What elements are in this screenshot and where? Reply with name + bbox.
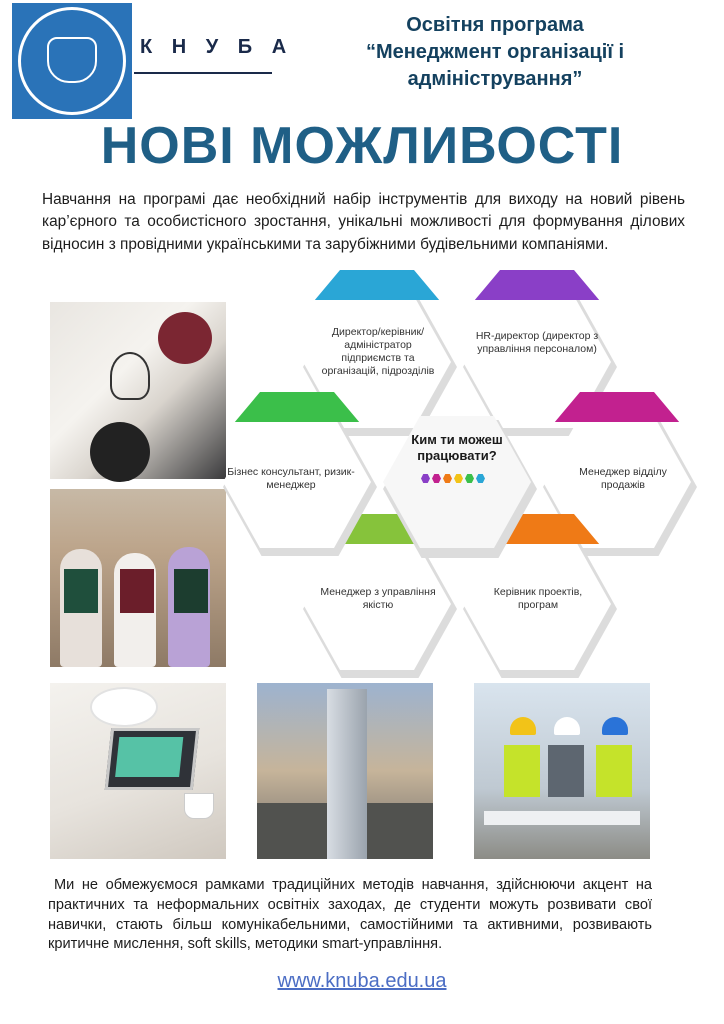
career-center-title: Ким ти можеш працювати? <box>411 432 503 463</box>
photo-laptop-desk <box>50 683 226 859</box>
hex-cap-hr <box>463 270 611 300</box>
dot-icon <box>454 474 463 483</box>
dot-icon <box>443 474 452 483</box>
page-headline: НОВІ МОЖЛИВОСТІ <box>100 117 624 175</box>
hex-cap-director <box>303 270 451 300</box>
career-director: Директор/керівник/ адміністратор підприємств та організацій, підрозділів <box>321 326 435 377</box>
brand-underline <box>134 72 272 74</box>
career-consultant: Бізнес консультант, ризик-менеджер <box>227 466 355 491</box>
program-title-line3: адміністрування” <box>407 68 583 90</box>
university-logo <box>12 3 132 119</box>
career-quality: Менеджер з управління якістю <box>320 586 436 611</box>
photo-brainstorm <box>50 302 226 479</box>
career-sales: Менеджер відділу продажів <box>579 466 667 491</box>
program-title-line1: Освітня програма <box>406 14 584 36</box>
footer <box>0 970 724 993</box>
photo-engineers <box>474 683 650 859</box>
photo-graduates <box>50 489 226 667</box>
career-hr: HR-директор (директор з управління персоналом) <box>475 330 599 355</box>
outro-paragraph: Ми не обмежуємося рамками традиційних методів навчання, здійснюючи акцент на практичних та неформальних освітніх заходах, де студенти можуть розвивати свої навички, стають більш комунікабельними, самостійними та активними, розвивають критичне мислення, soft skills, методики smart-управління. <box>48 877 652 953</box>
intro-paragraph: Навчання на програмі дає необхідний набір інструментів для виходу на новий рівень кар’єрного та особистісного зростання, унікальні можливості для формування ділових відносин з провідними українськими та зарубіжними будівельними компаніями. <box>42 191 685 253</box>
dot-icon <box>465 474 474 483</box>
career-projects: Керівник проектів, програм <box>493 586 583 611</box>
dot-icon <box>432 474 441 483</box>
logo-emblem-icon <box>47 37 97 83</box>
dot-icon <box>476 474 485 483</box>
website-link[interactable]: www.knuba.edu.ua <box>277 970 447 992</box>
color-dots <box>420 470 500 482</box>
program-title-line2: “Менеджмент організації і <box>365 41 625 63</box>
dot-icon <box>421 474 430 483</box>
career-hex-diagram <box>227 270 667 670</box>
lightbulb-icon <box>110 352 150 400</box>
photo-skyscraper <box>257 683 433 859</box>
brand-name: К Н У Б А <box>140 36 294 58</box>
program-title <box>330 12 660 93</box>
